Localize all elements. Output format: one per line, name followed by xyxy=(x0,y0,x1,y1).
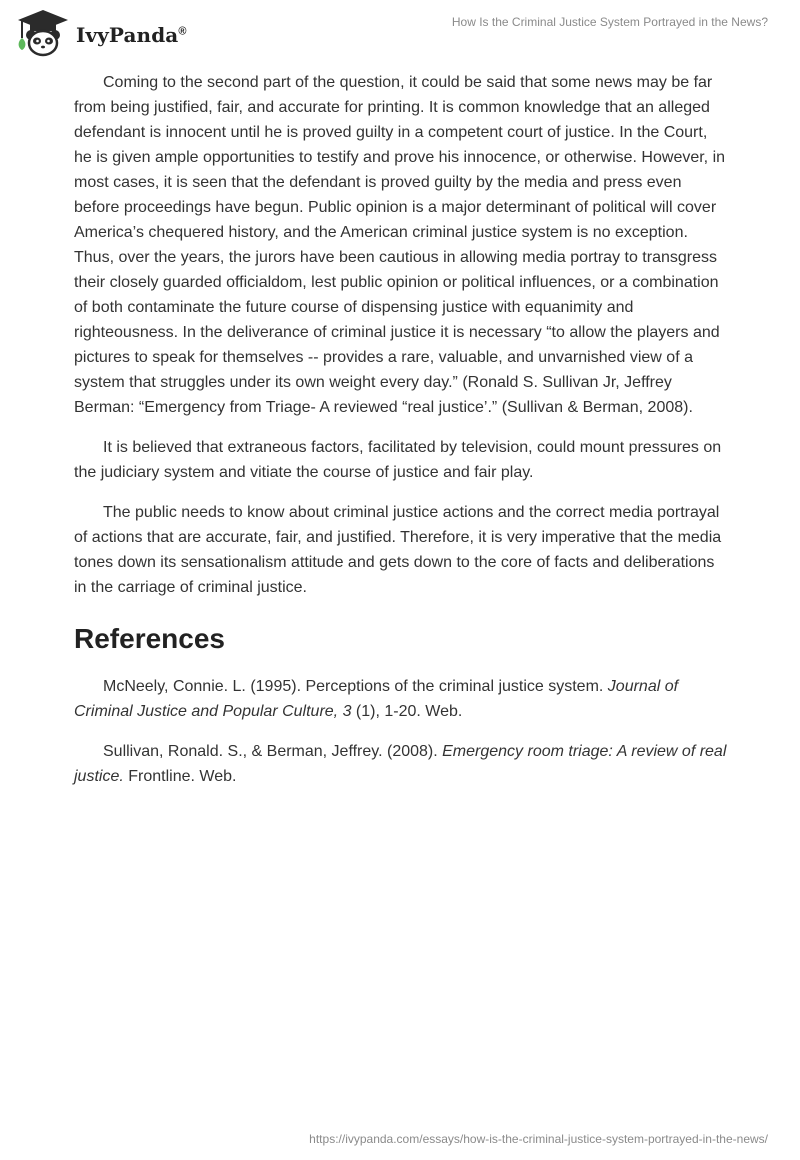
logo-text: IvyPanda® xyxy=(76,23,187,47)
page-header xyxy=(0,0,800,66)
body-paragraph: It is believed that extraneous factors, facilitated by television, could mount pressures on the judiciary system and vitiate the course of justice and fair play. xyxy=(74,439,722,481)
source-url[interactable]: https://ivypanda.com/essays/how-is-the-criminal-justice-system-portrayed-in-the-news/ xyxy=(309,1132,768,1146)
references-heading: References xyxy=(74,623,225,654)
reference-item: McNeely, Connie. L. (1995). Perceptions of the criminal justice system. Journal of Criminal Justice and Popular Culture, 3 (1), 1-20. Web. xyxy=(74,678,679,720)
reference-item: Sullivan, Ronald. S., & Berman, Jeffrey. (2008). Emergency room triage: A review of real justice. Frontline. Web. xyxy=(74,743,727,785)
body-paragraph: Coming to the second part of the question, it could be said that some news may be far from being justified, fair, and accurate for printing. It is common knowledge that an alleged defendant is innocent until he is proved guilty in a competent court of justice. In the Court, he is given ample opportunities to testify and prove his innocence, or otherwise. However, in most cases, it is seen that the defendant is proved guilty by the media and press even before proceedings have begun. Public opinion is a major determinant of political will cover America’s chequered history, and the American criminal justice system is no exception. Thus, over the years, the jurors have been cautious in allowing media portray to transgress their closely guarded officialdom, lest public opinion or political influences, or a combination of both contaminate the future course of dispensing justice with equanimity and righteousness. In the deliverance of criminal justice it is necessary “to allow the players and pictures to speak for themselves -- provides a rare, valuable, and unvarnished view of a system that struggles under its own weight every day.” (Ronald S. Sullivan Jr, Jeffrey Berman: “Emergency from Triage- A reviewed “real justice’.” (Sullivan & Berman, 2008). xyxy=(74,74,726,416)
essay-content xyxy=(74,70,728,804)
panda-graduate-icon xyxy=(14,8,72,58)
logo[interactable] xyxy=(14,8,187,58)
body-paragraph: The public needs to know about criminal justice actions and the correct media portrayal of actions that are accurate, fair, and justified. Therefore, it is very imperative that the media tones down its sensationalism attitude and gets down to the core of facts and deliberations in the carriage of criminal justice. xyxy=(74,504,722,596)
document-title: How Is the Criminal Justice System Portrayed in the News? xyxy=(451,15,768,29)
